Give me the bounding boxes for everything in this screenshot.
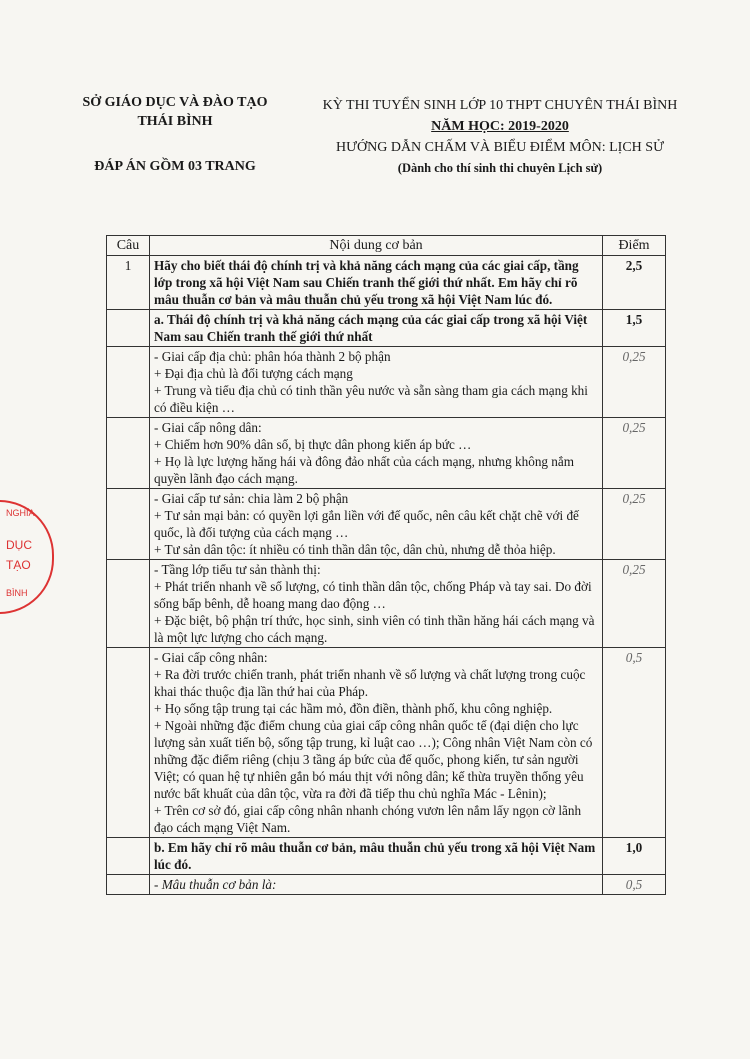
content-line: + Họ là lực lượng hăng hái và đông đảo nhất của cách mạng, nhưng không nắm quyền lãnh đạo cách mạng. xyxy=(154,454,575,486)
table-header-row xyxy=(107,236,666,256)
score-cell: 0,25 xyxy=(603,418,666,489)
question-number xyxy=(107,418,150,489)
stamp-line: BÌNH xyxy=(6,588,28,598)
content-cell xyxy=(150,838,603,875)
exam-header xyxy=(300,95,700,179)
content-line: + Tư sản dân tộc: ít nhiều có tinh thần dân tộc, dân chủ, nhưng dễ thỏa hiệp. xyxy=(154,542,556,557)
stamp-line: NGHĨA xyxy=(6,508,35,518)
content-line: b. Em hãy chỉ rõ mâu thuẫn cơ bản, mâu thuẫn chủ yếu trong xã hội Việt Nam lúc đó. xyxy=(154,840,596,872)
question-number xyxy=(107,838,150,875)
red-stamp xyxy=(0,500,54,614)
stamp-line: DỤC xyxy=(6,538,32,552)
question-number: 1 xyxy=(107,256,150,310)
content-cell xyxy=(150,347,603,418)
header-score: Điểm xyxy=(603,236,666,256)
table-row xyxy=(107,875,666,895)
content-line: - Giai cấp tư sản: chia làm 2 bộ phận xyxy=(154,491,349,506)
grading-table xyxy=(106,235,666,895)
content-line: - Giai cấp nông dân: xyxy=(154,420,262,435)
content-line: + Đặc biệt, bộ phận trí thức, học sinh, sinh viên có tinh thần hăng hái cách mạng và là một lực lượng cho cách mạng. xyxy=(154,613,595,645)
score-cell: 2,5 xyxy=(603,256,666,310)
score-cell: 0,25 xyxy=(603,560,666,648)
header-content: Nội dung cơ bản xyxy=(150,236,603,256)
content-line: + Phát triển nhanh về số lượng, có tinh thần dân tộc, chống Pháp và tay sai. Do đời sống bấp bênh, dễ hoang mang dao động … xyxy=(154,579,592,611)
score-cell: 1,0 xyxy=(603,838,666,875)
content-cell xyxy=(150,310,603,347)
question-number xyxy=(107,347,150,418)
table-row xyxy=(107,347,666,418)
dept-line-1: SỞ GIÁO DỤC VÀ ĐÀO TẠO xyxy=(82,95,268,110)
question-number xyxy=(107,648,150,838)
content-cell xyxy=(150,648,603,838)
content-cell xyxy=(150,560,603,648)
table-row xyxy=(107,489,666,560)
stamp-line: TẠO xyxy=(6,558,31,572)
content-line: - Giai cấp địa chủ: phân hóa thành 2 bộ phận xyxy=(154,349,391,364)
content-cell xyxy=(150,489,603,560)
content-cell xyxy=(150,418,603,489)
pages-note: ĐÁP ÁN GỒM 03 TRANG xyxy=(94,159,256,174)
content-line: + Trung và tiểu địa chủ có tinh thần yêu nước và sẵn sàng tham gia cách mạng khi có điều kiện … xyxy=(154,383,588,415)
content-line: + Đại địa chủ là đối tượng cách mạng xyxy=(154,366,353,381)
question-number xyxy=(107,560,150,648)
issuing-department xyxy=(70,93,280,176)
question-number xyxy=(107,489,150,560)
question-number xyxy=(107,310,150,347)
content-line: + Ngoài những đặc điểm chung của giai cấp công nhân quốc tế (đại diện cho lực lượng sản xuất tiến bộ, sống tập trung, kỉ luật cao …); Công nhân Việt Nam còn có những đặc điểm riêng (chịu 3 tầng áp bức của đế quốc, phong kiến, tư sản người Việt; có quan hệ tự nhiên gắn bó máu thịt với nông dân; kế thừa truyền thống yêu nước bất khuất của dân tộc, vừa ra đời đã tiếp thu chủ nghĩa Mác - Lênin); xyxy=(154,718,593,801)
content-line: a. Thái độ chính trị và khả năng cách mạng của các giai cấp trong xã hội Việt Nam sau Chiến tranh thế giới thứ nhất xyxy=(154,312,588,344)
table-row xyxy=(107,560,666,648)
content-cell xyxy=(150,256,603,310)
content-line: + Họ sống tập trung tại các hầm mỏ, đồn điền, thành phố, khu công nghiệp. xyxy=(154,701,553,716)
table-row xyxy=(107,310,666,347)
audience-note: (Dành cho thí sinh thi chuyên Lịch sử) xyxy=(397,161,603,175)
content-line: Hãy cho biết thái độ chính trị và khả năng cách mạng của các giai cấp, tầng lớp trong xã hội Việt Nam sau Chiến tranh thế giới thứ nhất. Em hãy chỉ rõ mâu thuẫn cơ bản và mâu thuẫn chủ yếu trong xã hội Việt Nam lúc đó. xyxy=(154,258,579,307)
content-line: + Trên cơ sở đó, giai cấp công nhân nhanh chóng vươn lên nắm lấy ngọn cờ lãnh đạo cách mạng Việt Nam. xyxy=(154,803,582,835)
content-line: + Ra đời trước chiến tranh, phát triển nhanh về số lượng và chất lượng trong cuộc khai thác thuộc địa lần thứ hai của Pháp. xyxy=(154,667,586,699)
content-line: + Tư sản mại bản: có quyền lợi gắn liền với đế quốc, nên câu kết chặt chẽ với đế quốc, là đối tượng của cách mạng … xyxy=(154,508,579,540)
table-row xyxy=(107,256,666,310)
score-cell: 0,5 xyxy=(603,875,666,895)
score-cell: 0,25 xyxy=(603,347,666,418)
content-line: - Giai cấp công nhân: xyxy=(154,650,268,665)
exam-title: KỲ THI TUYỂN SINH LỚP 10 THPT CHUYÊN THÁI BÌNH xyxy=(322,98,678,113)
table-row xyxy=(107,648,666,838)
score-cell: 0,25 xyxy=(603,489,666,560)
score-cell: 0,5 xyxy=(603,648,666,838)
school-year: NĂM HỌC: 2019-2020 xyxy=(431,119,569,134)
content-line: + Chiếm hơn 90% dân số, bị thực dân phong kiến áp bức … xyxy=(154,437,472,452)
content-cell xyxy=(150,875,603,895)
content-line: - Mâu thuẫn cơ bản là: xyxy=(154,877,277,892)
score-cell: 1,5 xyxy=(603,310,666,347)
question-number xyxy=(107,875,150,895)
guide-title: HƯỚNG DẪN CHẤM VÀ BIỂU ĐIỂM MÔN: LỊCH SỬ xyxy=(336,140,664,155)
content-line: - Tầng lớp tiểu tư sản thành thị: xyxy=(154,562,321,577)
header-question: Câu xyxy=(107,236,150,256)
table-row xyxy=(107,418,666,489)
dept-line-2: THÁI BÌNH xyxy=(137,114,213,129)
table-row xyxy=(107,838,666,875)
